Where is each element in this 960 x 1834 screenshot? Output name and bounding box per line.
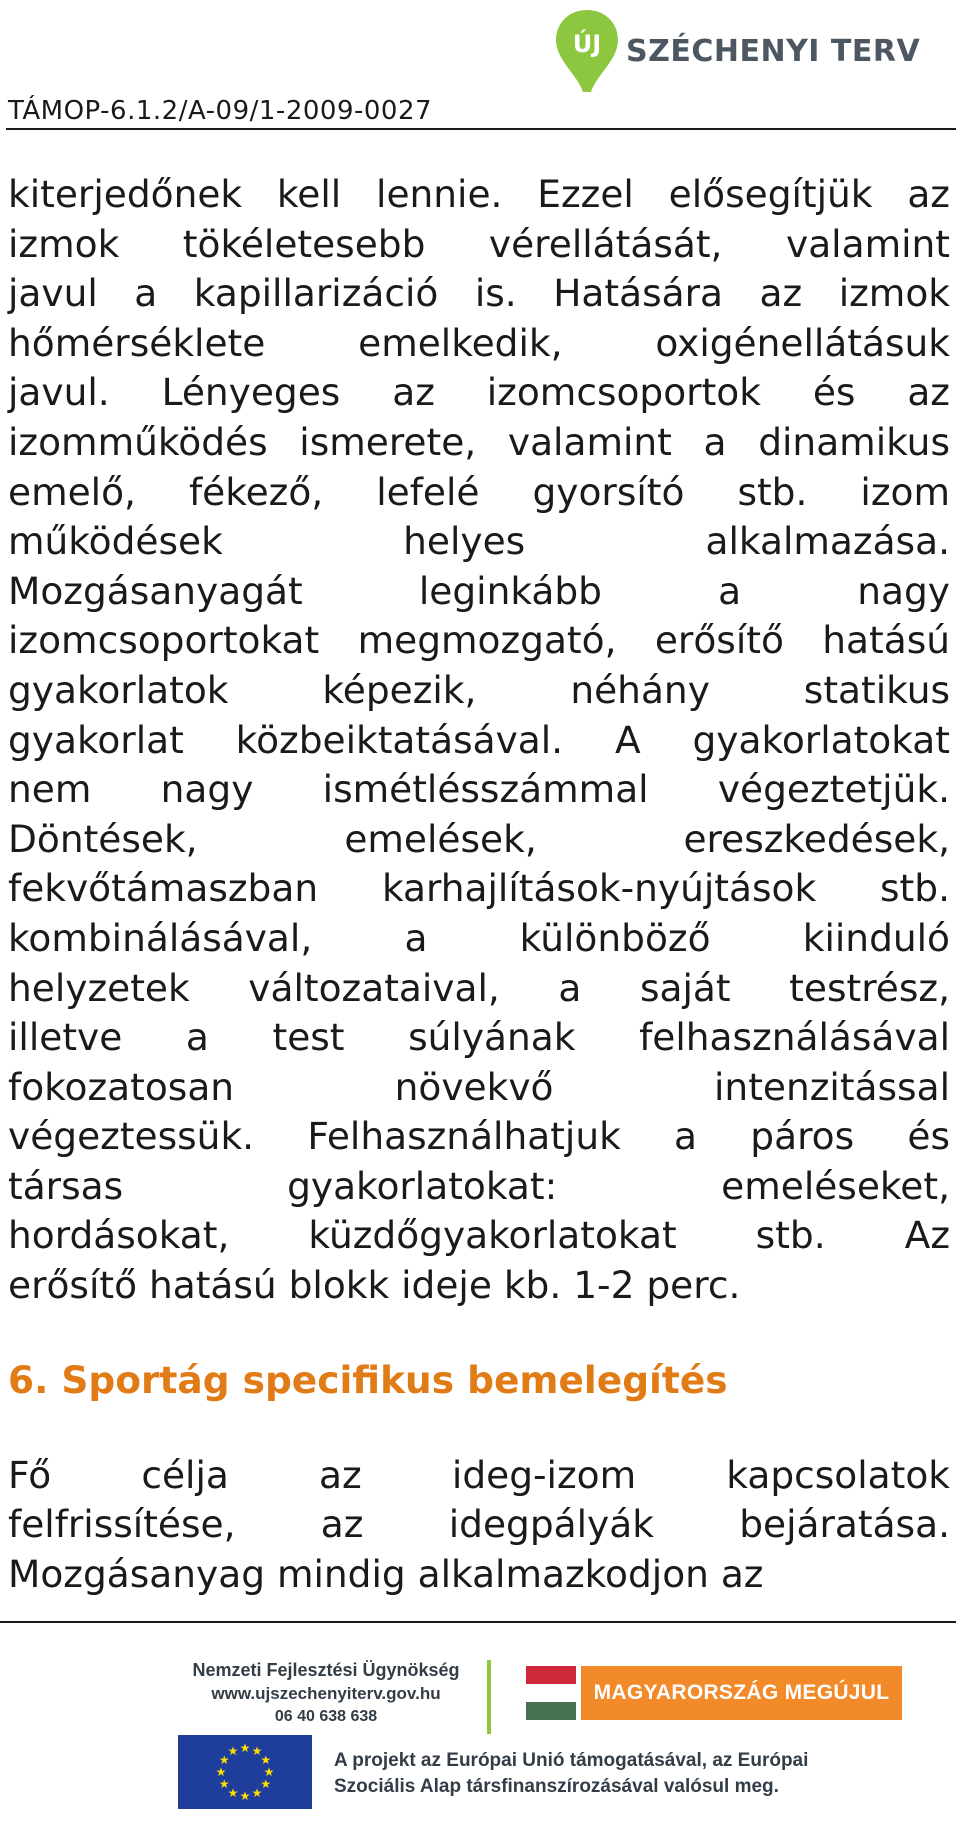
szechenyi-terv-logo — [552, 8, 921, 108]
text-line: végeztessük. Felhasználhatjuk a páros és — [8, 1114, 950, 1159]
text-line: gyakorlat közbeiktatásával. A gyakorlatokat — [8, 717, 950, 762]
eu-flag-icon — [178, 1735, 312, 1809]
slogan-banner: MAGYARORSZÁG MEGÚJUL — [581, 1666, 902, 1720]
agency-info — [176, 1658, 476, 1728]
paragraph-2 — [8, 1451, 950, 1600]
eu-funding-notice — [334, 1748, 934, 1800]
text-line: Mozgásanyag mindig alkalmazkodjon az — [8, 1551, 764, 1596]
text-line: Döntések, emelések, ereszkedések, — [8, 816, 950, 861]
eu-text-line-2: Szociális Alap társfinanszírozásával valósul meg. — [334, 1776, 779, 1797]
eu-star-icon: ★ — [227, 1785, 239, 1800]
text-line: működések helyes alkalmazása. — [8, 519, 950, 564]
text-line: emelő, fékező, lefelé gyorsító stb. izom — [8, 469, 950, 514]
eu-star-icon: ★ — [260, 1777, 272, 1791]
agency-name: Nemzeti Fejlesztési Ügynökség — [192, 1660, 460, 1680]
eu-star-icon: ★ — [227, 1744, 239, 1759]
eu-star-icon: ★ — [239, 1789, 251, 1803]
footer-separator — [487, 1660, 491, 1734]
project-code: TÁMOP-6.1.2/A-09/1-2009-0027 — [8, 96, 433, 126]
section-heading: 6. Sportág specifikus bemelegítés — [8, 1357, 728, 1402]
text-line: gyakorlatok képezik, néhány statikus — [8, 667, 950, 712]
text-line: Mozgásanyagát leginkább a nagy — [8, 568, 950, 613]
text-line: izomcsoportokat megmozgató, erősítő hatású — [8, 618, 950, 663]
text-line: izomműködés ismerete, valamint a dinamikus — [8, 419, 950, 464]
text-line: felfrissítése, az idegpályák bejáratása. — [8, 1502, 950, 1547]
eu-text-line-1: A projekt az Európai Unió támogatásával, az Európai — [334, 1750, 809, 1771]
text-line: javul. Lényeges az izomcsoportok és az — [8, 370, 950, 415]
text-line: kiterjedőnek kell lennie. Ezzel elősegítjük az — [8, 172, 950, 216]
eu-star-icon: ★ — [215, 1765, 227, 1779]
logo-badge-text: ÚJ — [572, 30, 602, 58]
text-line: izmok tökéletesebb vérellátását, valamint — [8, 221, 950, 266]
hungarian-flag-icon — [526, 1666, 576, 1720]
agency-website: www.ujszechenyiterv.gov.hu — [211, 1684, 441, 1703]
text-line: nem nagy ismétlésszámmal végeztetjük. — [8, 767, 950, 812]
header-divider — [6, 128, 956, 130]
text-line: kombinálásával, a különböző kiinduló — [8, 915, 950, 960]
text-line: Fő célja az ideg-izom kapcsolatok — [8, 1452, 950, 1497]
text-line: hőmérséklete emelkedik, oxigénellátásuk — [8, 320, 950, 365]
agency-phone: 06 40 638 638 — [274, 1708, 378, 1725]
footer-divider — [0, 1621, 956, 1623]
eu-star-icon: ★ — [239, 1741, 251, 1755]
eu-star-icon: ★ — [218, 1753, 230, 1767]
text-line: fekvőtámaszban karhajlítások-nyújtások stb. — [8, 866, 950, 911]
eu-star-icon: ★ — [251, 1785, 263, 1800]
text-line: fokozatosan növekvő intenzitással — [8, 1064, 950, 1109]
document-body — [8, 170, 950, 1599]
text-line: hordásokat, küzdőgyakorlatokat stb. Az — [8, 1213, 950, 1258]
location-pin-icon — [552, 8, 622, 94]
text-line: illetve a test súlyának felhasználásával — [8, 1015, 950, 1060]
text-line: erősítő hatású blokk ideje kb. 1-2 perc. — [8, 1263, 741, 1308]
text-line: társas gyakorlatokat: emeléseket, — [8, 1163, 950, 1208]
eu-star-icon: ★ — [263, 1765, 275, 1779]
eu-star-icon: ★ — [218, 1777, 230, 1791]
eu-star-icon: ★ — [251, 1744, 263, 1759]
eu-star-icon: ★ — [260, 1753, 272, 1767]
logo-text: SZÉCHENYI TERV — [626, 34, 921, 69]
page-header — [0, 0, 960, 132]
text-line: javul a kapillarizáció is. Hatására az izmok — [8, 271, 950, 316]
paragraph-1 — [8, 170, 950, 1311]
text-line: helyzetek változataival, a saját testrész, — [8, 965, 950, 1010]
